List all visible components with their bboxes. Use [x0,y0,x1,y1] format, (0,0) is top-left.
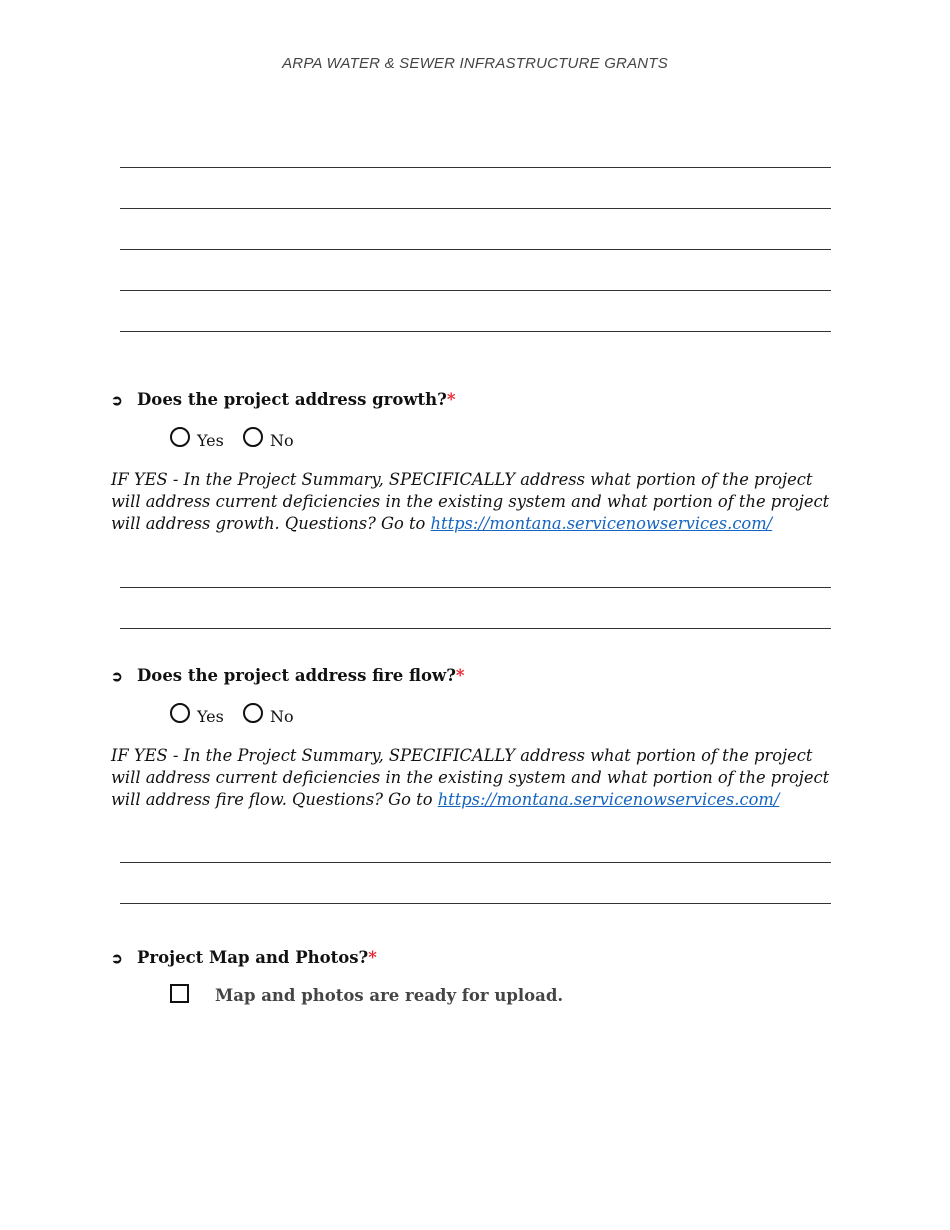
map-photos-checkbox-row[interactable] [170,986,563,1005]
answer-line[interactable] [120,167,831,168]
question-label: Does the project address fire flow? [137,666,456,685]
radio-circle-icon[interactable] [170,427,190,447]
page-header: ARPA WATER & SEWER INFRASTRUCTURE GRANTS [282,55,668,72]
arrow-bullet-icon: ➲ [111,669,123,685]
checkbox-icon[interactable] [170,984,189,1003]
required-mark: * [455,666,465,685]
question-label: Does the project address growth? [137,390,447,409]
checkbox-label: Map and photos are ready for upload. [215,986,564,1005]
question-fire-flow [111,666,465,685]
radio-circle-icon[interactable] [243,427,263,447]
growth-note [111,469,841,536]
fire-flow-note [111,745,841,812]
arrow-bullet-icon: ➲ [111,393,123,409]
question-growth [111,390,455,409]
question-map-photos [111,948,377,967]
answer-line[interactable] [120,862,831,863]
growth-yes-radio[interactable] [170,430,224,450]
note-text: IF YES - In the Project Summary, SPECIFICALLY address what portion of the project will address current deficiencies in the existing system and what portion of the project will address fire flow. Questions? Go to [111,746,830,810]
fire-flow-no-radio[interactable] [243,706,294,726]
growth-radio-group [170,430,308,454]
fire-flow-radio-group [170,706,308,730]
answer-line[interactable] [120,331,831,332]
radio-label: No [269,430,294,450]
required-mark: * [368,948,377,967]
note-text: IF YES - In the Project Summary, SPECIFICALLY address what portion of the project will address current deficiencies in the existing system and what portion of the project will address growth. Questions? Go to [111,470,830,534]
arrow-bullet-icon: ➲ [111,951,123,967]
radio-circle-icon[interactable] [170,703,190,723]
radio-circle-icon[interactable] [243,703,263,723]
help-link[interactable]: https://montana.servicenowservices.com/ [430,514,773,534]
radio-label: Yes [197,706,224,726]
answer-line[interactable] [120,249,831,250]
answer-line[interactable] [120,208,831,209]
radio-label: Yes [197,430,224,450]
answer-line[interactable] [120,903,831,904]
required-mark: * [446,390,456,409]
answer-line[interactable] [120,290,831,291]
growth-no-radio[interactable] [243,430,294,450]
radio-label: No [269,706,294,726]
fire-flow-yes-radio[interactable] [170,706,224,726]
answer-line[interactable] [120,587,831,588]
help-link[interactable]: https://montana.servicenowservices.com/ [437,790,780,810]
answer-line[interactable] [120,628,831,629]
question-label: Project Map and Photos? [137,948,369,967]
